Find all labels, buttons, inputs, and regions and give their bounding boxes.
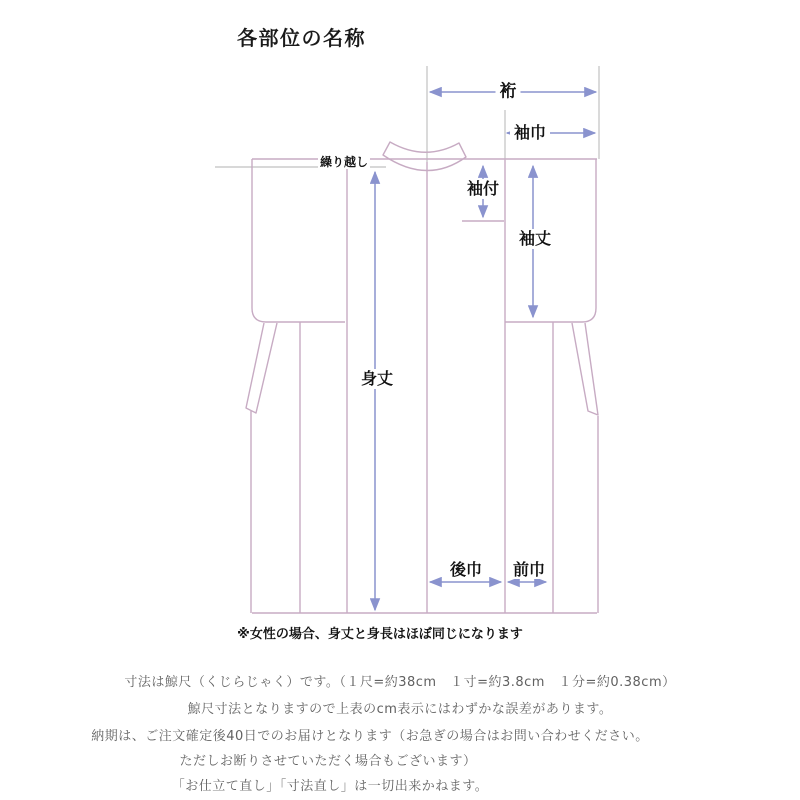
kimono-outline xyxy=(246,142,598,613)
measure-arrows xyxy=(369,92,596,610)
footer-line: 鯨尺寸法となりますので上表のcm表示にはわずかな誤差があります。 xyxy=(187,702,613,717)
page-title: 各部位の名称 xyxy=(237,26,366,50)
label-sodetsuke: 袖付 xyxy=(466,179,500,198)
right-collar-band xyxy=(572,323,598,415)
neck-collar xyxy=(383,142,466,171)
label-kurikoshi: 繰り越し xyxy=(319,155,369,169)
label-ushirohaba: 後巾 xyxy=(446,561,486,579)
footer-line: 納期は、ご注文確定後40日でのお届けとなります（お急ぎの場合はお問い合わせください。 xyxy=(91,729,649,744)
guide-lines xyxy=(215,66,599,167)
left-collar-band xyxy=(246,323,277,413)
footer-line: ただしお断りさせていただく場合もございます） xyxy=(179,754,477,769)
diagram-note: ※女性の場合、身丈と身長はほぼ同じになります xyxy=(237,627,523,642)
label-sodehaba: 袖巾 xyxy=(510,124,550,142)
footer-line: 「お仕立て直し」「寸法直し」は一切出来かねます。 xyxy=(171,779,489,794)
label-sodetake: 袖丈 xyxy=(518,229,552,248)
left-sleeve-outline xyxy=(252,159,345,322)
footer-line: 寸法は鯨尺（くじらじゃく）です。（１尺=約38cm １寸=約3.8cm １分=約0.38cm） xyxy=(124,675,676,690)
label-yuki: 裄 xyxy=(496,83,521,102)
label-maehaba: 前巾 xyxy=(509,561,549,579)
label-mitake: 身丈 xyxy=(360,369,394,388)
